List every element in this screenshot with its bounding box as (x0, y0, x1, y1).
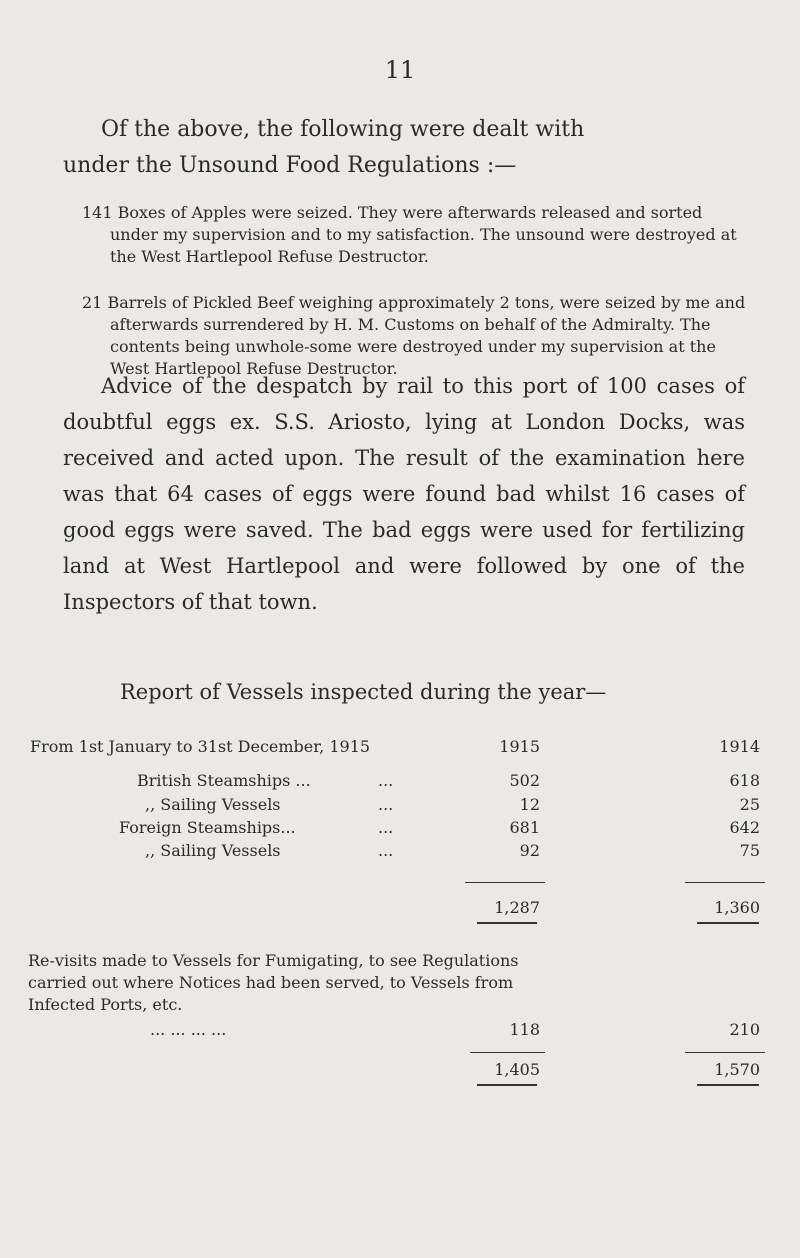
table-row: ,, Sailing Vessels ... 12 25 (145, 795, 760, 814)
advice-paragraph (63, 368, 745, 620)
rule (465, 882, 545, 883)
revisit-1915: 118 (509, 1020, 540, 1039)
page-number: 11 (384, 56, 416, 84)
col-header-1915: 1915 (499, 737, 540, 756)
total-1914: 1,570 (714, 1060, 760, 1079)
rule (697, 1084, 759, 1086)
intro-line-1: Of the above, the following were dealt with (101, 117, 585, 142)
report-heading: Report of Vessels inspected during the year— (120, 680, 607, 704)
rule (477, 922, 537, 924)
item-number: 141 (82, 203, 113, 222)
item-text: Barrels of Pickled Beef weighing approximately 2 tons, were seized by me and afterwards surrendered by H. M. Customs on behalf of the Admiralty. The contents being unwhole-some were destroyed under my supervision at the West Hartlepool Refuse Destructor. (107, 293, 746, 378)
intro-paragraph (63, 112, 743, 184)
table-header-row (0, 737, 800, 759)
rule (470, 1052, 545, 1053)
subtotal-1914: 1,360 (714, 898, 760, 917)
table-row: Foreign Steamships... ... 681 642 (119, 818, 760, 837)
item-number: 21 (82, 293, 103, 312)
rule (685, 1052, 765, 1053)
table-row: ,, Sailing Vessels ... 92 75 (145, 841, 760, 860)
rule (697, 922, 759, 924)
col-header-1914: 1914 (719, 737, 760, 756)
revisit-row (0, 1020, 800, 1042)
subtotal-1915: 1,287 (494, 898, 540, 917)
revisit-label: Re-visits made to Vessels for Fumigating, to see Regulations carried out where Notices had been served, to Vessels from Infected Ports, etc. (28, 951, 519, 1014)
revisit-1914: 210 (729, 1020, 760, 1039)
rule (685, 882, 765, 883)
seizure-item (82, 202, 747, 268)
rule (477, 1084, 537, 1086)
period-label: From 1st January to 31st December, 1915 (30, 737, 371, 756)
seizure-item (82, 292, 747, 380)
intro-line-2: under the Unsound Food Regulations :— (63, 153, 517, 178)
total-row (0, 1060, 800, 1082)
table-row: British Steamships ... ... 502 618 (137, 771, 760, 790)
advice-text: Advice of the despatch by rail to this port of 100 cases of doubtful eggs ex. S.S. Ariosto, lying at London Docks, was received and acted upon. The result of the examination here was that 64 cases of eggs were found bad whilst 16 cases of good eggs were saved. The bad eggs were used for fertilizing land at West Hartlepool and were followed by one of the Inspectors of that town. (63, 374, 745, 614)
subtotal-row (0, 898, 800, 920)
item-text: Boxes of Apples were seized. They were afterwards released and sorted under my supervision and to my satisfaction. The unsound were destroyed at the West Hartlepool Refuse Destructor. (110, 203, 737, 266)
revisit-dots: ... ... ... ... (150, 1020, 227, 1039)
total-1915: 1,405 (494, 1060, 540, 1079)
